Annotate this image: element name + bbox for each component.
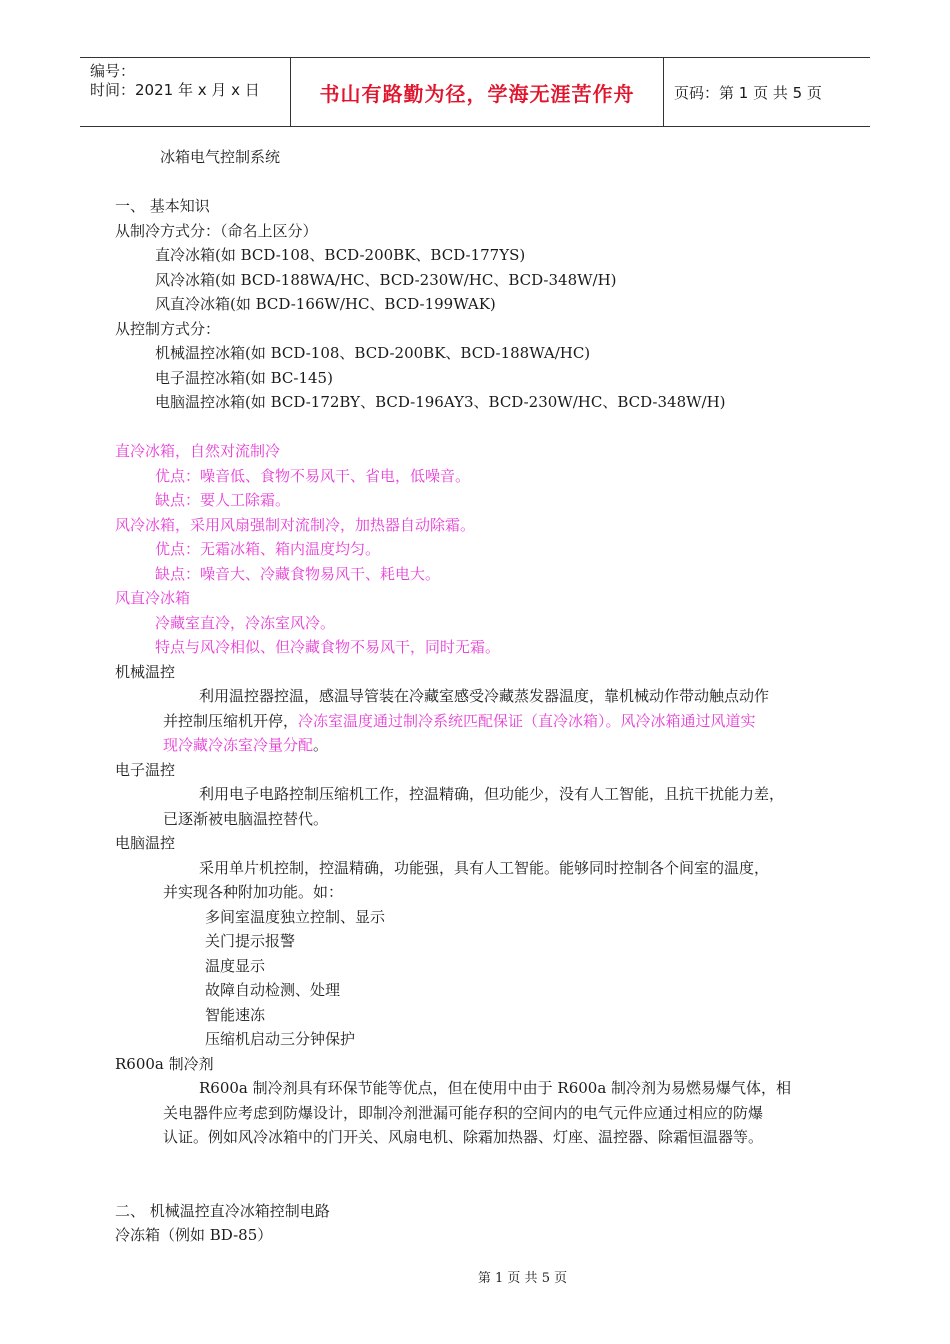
header-info [80,58,290,126]
list-item: 电脑温控冰箱(如 BCD-172BY、BCD-196AY3、BCD-230W/HC、BCD-348W/H) [155,393,726,411]
hybrid-feature: 特点与风冷相似、但冷藏食物不易风干，同时无霜。 [155,638,501,656]
paragraph-line: 关电器件应考虑到防爆设计，即制冷剂泄漏可能存积的空间内的电气元件应通过相应的防爆 [163,1103,764,1122]
feature-item: 温度显示 [205,956,266,975]
doc-number-label: 编号： [90,62,136,80]
list-item: 机械温控冰箱(如 BCD-108、BCD-200BK、BCD-188WA/HC) [155,344,591,362]
feature-item: 故障自动检测、处理 [205,981,341,999]
air-cool-cons: 缺点：噪音大、冷藏食物易风干、耗电大。 [155,564,441,583]
r600a-heading: R600a 制冷剂 [115,1054,214,1073]
list-item: 电子温控冰箱(如 BC-145) [155,368,333,387]
header-motto: 书山有路勤为径，学海无涯苦作舟 [290,58,664,126]
list-item: 风直冷冰箱(如 BCD-166W/HC、BCD-199WAK) [155,295,496,313]
direct-cool-cons: 缺点：要人工除霜。 [155,491,291,509]
feature-item: 压缩机启动三分钟保护 [205,1030,356,1048]
r600a-paragraph [115,1076,850,1150]
feature-item: 多间室温度独立控制、显示 [205,907,386,926]
air-cool-pros: 优点：无霜冰箱、箱内温度均匀。 [155,540,381,558]
hybrid-detail: 冷藏室直冷，冷冻室风冷。 [155,613,336,632]
paragraph-line: R600a 制冷剂具有环保节能等优点，但在使用中由于 R600a 制冷剂为易燃易爆气体，相 [199,1079,792,1097]
text-span: 并控制压缩机开停， [163,711,299,730]
paragraph-line: 利用温控器控温，感温导管装在冷藏室感受冷藏蒸发器温度，靠机械动作带动触点动作 [199,687,770,705]
paragraph-line [163,709,850,734]
highlight-span: 冷冻室温度通过制冷系统匹配保证（直冷冰箱）。风冷冰箱通过风道实 [298,711,756,730]
freezer-example: 冷冻箱（例如 BD-85） [115,1226,273,1244]
feature-item: 关门提示报警 [205,932,296,950]
mechanical-heading: 机械温控 [115,662,176,681]
paragraph-line: 利用电子电路控制压缩机工作，控温精确，但功能少，没有人工智能，且抗干扰能力差， [199,785,785,803]
direct-cool-heading: 直冷冰箱，自然对流制冷 [115,442,281,460]
paragraph-line [163,733,850,758]
doc-date-label: 时间：2021 年 x 月 x 日 [90,81,260,99]
page-footer: 第 1 页 共 5 页 [477,1271,568,1286]
computer-heading: 电脑温控 [115,834,176,852]
cooling-method-heading: 从制冷方式分：（命名上区分） [115,221,318,240]
computer-paragraph [115,856,850,905]
control-method-heading: 从控制方式分： [115,319,221,338]
paragraph-line: 已逐渐被电脑温控替代。 [163,809,329,828]
header-page-label: 页码：第 1 页 共 5 页 [674,83,822,102]
paragraph-line: 认证。例如风冷冰箱中的门开关、风扇电机、除霜加热器、灯座、温控器、除霜恒温器等。 [163,1128,764,1146]
feature-item: 智能速冻 [205,1005,266,1024]
doc-title: 冰箱电气控制系统 [160,148,281,166]
electronic-paragraph [115,782,850,831]
list-item: 直冷冰箱(如 BCD-108、BCD-200BK、BCD-177YS) [155,246,526,264]
text-span: 。 [313,736,329,754]
document-body [115,145,850,1248]
mechanical-paragraph [115,684,850,758]
paragraph-line: 并实现各种附加功能。如： [163,883,344,901]
direct-cool-pros: 优点：噪音低、食物不易风干、省电，低噪音。 [155,466,471,485]
page-header [80,57,870,127]
section-2-heading: 二、 机械温控直冷冰箱控制电路 [115,1201,330,1220]
electronic-heading: 电子温控 [115,760,176,779]
hybrid-heading: 风直冷冰箱 [115,589,191,607]
list-item: 风冷冰箱(如 BCD-188WA/HC、BCD-230W/HC、BCD-348W/H) [155,270,617,289]
highlight-span: 现冷藏冷冻室冷量分配 [163,736,314,754]
section-1-heading: 一、 基本知识 [115,197,210,215]
air-cool-heading: 风冷冰箱，采用风扇强制对流制冷，加热器自动除霜。 [115,515,476,534]
paragraph-line: 采用单片机控制，控温精确，功能强，具有人工智能。能够同时控制各个间室的温度， [199,858,770,877]
